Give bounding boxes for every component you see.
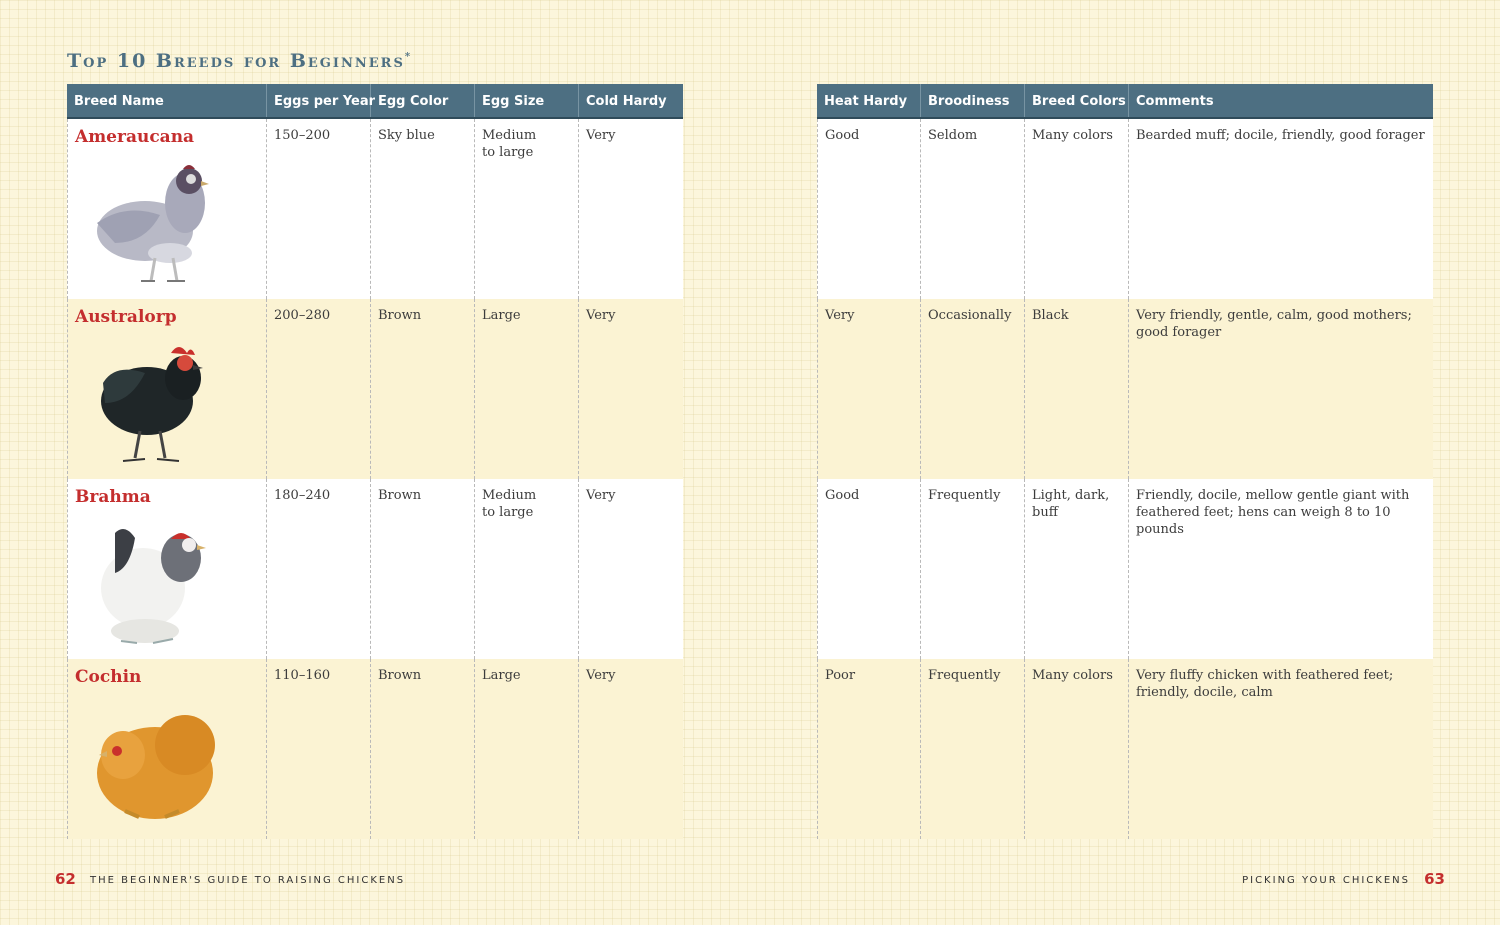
header-broodiness: Broodiness	[921, 84, 1025, 117]
title-footnote-mark: *	[404, 51, 413, 63]
breed-cell	[67, 659, 267, 839]
header-comments: Comments	[1136, 94, 1214, 109]
table-row	[817, 659, 1433, 839]
header-eggs-per-year: Eggs per Year	[267, 84, 371, 117]
egg-color-cell: Brown	[371, 299, 475, 479]
header-egg-size: Egg Size	[475, 84, 579, 117]
egg-color-cell: Sky blue	[371, 119, 475, 299]
table-row	[67, 299, 683, 479]
comments-cell: Friendly, docile, mellow gentle giant with feathered feet; hens can weigh 8 to 10 pounds	[1136, 488, 1410, 537]
cold-hardy-cell: Very	[586, 668, 616, 683]
breed-colors-cell: Many colors	[1025, 659, 1129, 839]
egg-color-cell: Brown	[371, 479, 475, 659]
breed-name: Brahma	[75, 487, 151, 507]
broodiness-cell: Seldom	[921, 119, 1025, 299]
running-footer-left: THE BEGINNER'S GUIDE TO RAISING CHICKENS	[90, 875, 406, 886]
brahma-hen-illustration	[75, 513, 225, 658]
eggs-per-year-cell: 150–200	[267, 119, 371, 299]
egg-size-cell: Large	[475, 299, 579, 479]
cold-hardy-cell: Very	[586, 488, 616, 503]
ameraucana-hen-illustration	[75, 153, 225, 288]
header-heat-hardy: Heat Hardy	[817, 84, 921, 117]
eggs-per-year-cell: 200–280	[267, 299, 371, 479]
breed-colors-cell: Light, dark, buff	[1025, 479, 1129, 659]
egg-size-cell: Medium to large	[475, 479, 579, 659]
breed-name: Ameraucana	[75, 127, 195, 147]
heat-hardy-cell: Poor	[817, 659, 921, 839]
breed-name: Australorp	[75, 307, 177, 327]
heat-hardy-cell: Very	[817, 299, 921, 479]
table-row	[817, 119, 1433, 299]
egg-color-cell: Brown	[371, 659, 475, 839]
australorp-hen-illustration	[75, 333, 225, 473]
running-footer-right: PICKING YOUR CHICKENS	[1242, 875, 1410, 886]
page-title	[67, 50, 412, 72]
cold-hardy-cell: Very	[586, 308, 616, 323]
header-cold-hardy: Cold Hardy	[586, 94, 667, 109]
table-row	[67, 119, 683, 299]
breed-cell	[67, 299, 267, 479]
broodiness-cell: Occasionally	[921, 299, 1025, 479]
breed-colors-cell: Many colors	[1025, 119, 1129, 299]
page-number-left: 62	[55, 870, 76, 888]
table-row	[67, 479, 683, 659]
egg-size-cell: Medium to large	[475, 119, 579, 299]
comments-cell: Bearded muff; docile, friendly, good forager	[1136, 128, 1425, 143]
table-header-right	[817, 84, 1433, 119]
breeds-table-left	[67, 84, 683, 839]
header-breed-name: Breed Name	[67, 84, 267, 117]
heat-hardy-cell: Good	[817, 479, 921, 659]
egg-size-cell: Large	[475, 659, 579, 839]
broodiness-cell: Frequently	[921, 479, 1025, 659]
eggs-per-year-cell: 110–160	[267, 659, 371, 839]
page-number-right: 63	[1424, 870, 1445, 888]
broodiness-cell: Frequently	[921, 659, 1025, 839]
title-text: Top 10 Breeds for Beginners	[67, 50, 405, 72]
cold-hardy-cell: Very	[586, 128, 616, 143]
table-header-left	[67, 84, 683, 119]
table-row	[817, 299, 1433, 479]
eggs-per-year-cell: 180–240	[267, 479, 371, 659]
comments-cell: Very friendly, gentle, calm, good mothers; good forager	[1136, 308, 1412, 340]
breed-colors-cell: Black	[1025, 299, 1129, 479]
cochin-hen-illustration	[75, 693, 225, 838]
header-breed-colors: Breed Colors	[1025, 84, 1129, 117]
table-row	[67, 659, 683, 839]
breed-cell	[67, 479, 267, 659]
breed-cell	[67, 119, 267, 299]
heat-hardy-cell: Good	[817, 119, 921, 299]
breeds-table-right	[817, 84, 1433, 839]
breed-name: Cochin	[75, 667, 142, 687]
comments-cell: Very fluffy chicken with feathered feet; friendly, docile, calm	[1136, 668, 1394, 700]
header-egg-color: Egg Color	[371, 84, 475, 117]
table-row	[817, 479, 1433, 659]
